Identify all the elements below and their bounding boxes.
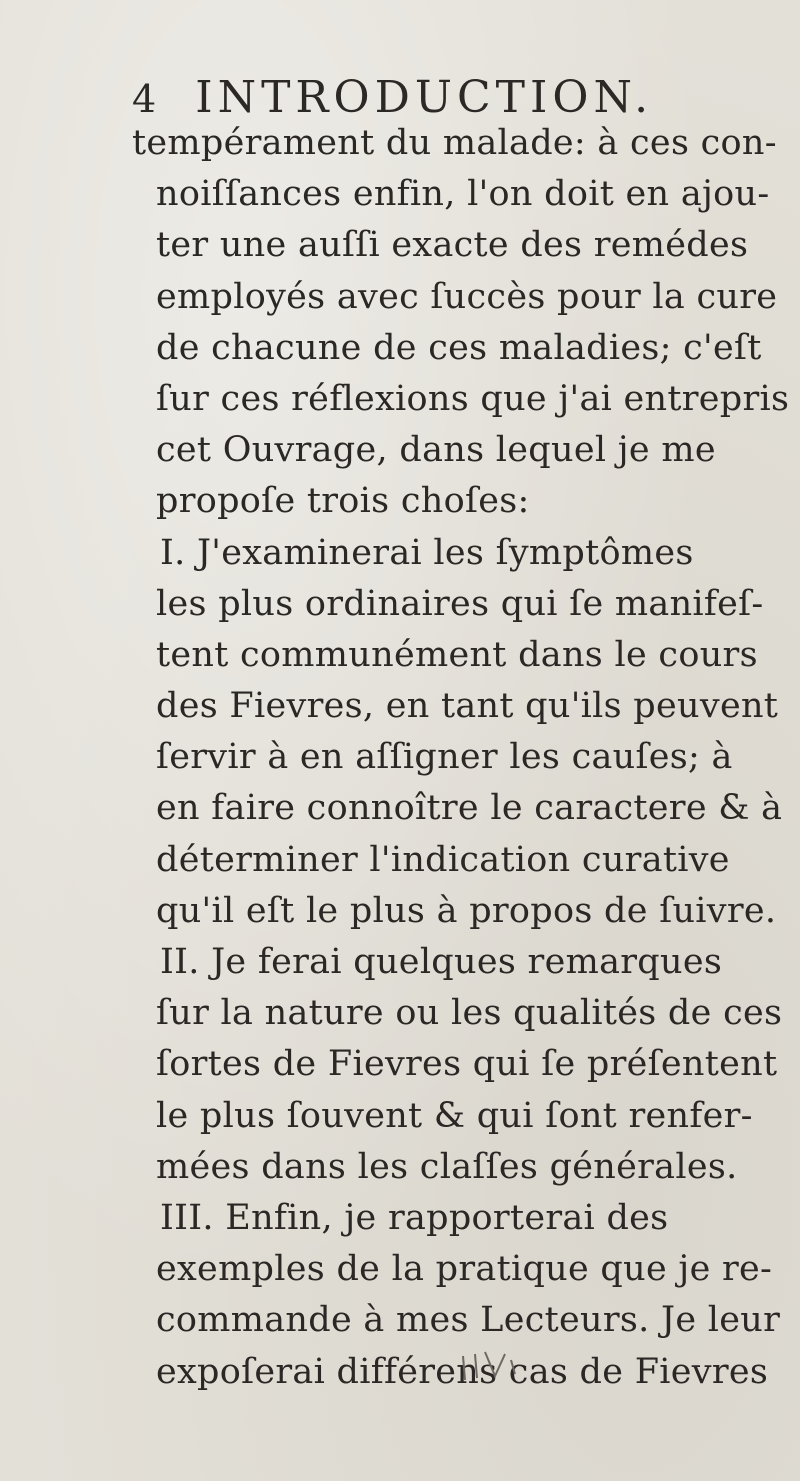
body-text (128, 118, 790, 1398)
text-line: ſervir à en aſſigner les cauſes; à (156, 737, 733, 778)
text-line: commande à mes Lecteurs. Je leur (156, 1300, 781, 1341)
text-line: ſur ces réflexions que j'ai entrepris (156, 378, 790, 419)
text-line: II. Je ferai quelques remarques (160, 942, 723, 982)
text-line: cet Ouvrage, dans lequel je me (156, 430, 716, 471)
text-line: tempérament du malade: à ces con- (132, 123, 777, 163)
text-line: mées dans les claſſes générales. (156, 1146, 738, 1187)
ink-bleed-marks (455, 1350, 525, 1390)
text-line: en faire connoître le caractere & à (156, 788, 783, 829)
text-line: III. Enfin, je rapporterai des (160, 1197, 669, 1238)
page-number: 4 (132, 77, 158, 121)
text-line: noiſſances enfin, l'on doit en ajou- (156, 174, 770, 215)
running-head: INTRODUCTION. (195, 72, 654, 123)
text-line: le plus ſouvent & qui ſont renfer- (156, 1095, 753, 1136)
text-line: expoſerai différens cas de Fievres (156, 1351, 769, 1392)
text-line: tent communément dans le cours (156, 634, 758, 675)
text-line: I. J'examinerai les ſymptômes (160, 532, 694, 573)
text-line: propoſe trois choſes: (156, 481, 530, 522)
text-line: employés avec ſuccès pour la cure (156, 276, 778, 317)
text-line: de chacune de ces maladies; c'eſt (156, 327, 762, 368)
text-line: des Fievres, en tant qu'ils peuvent (156, 686, 779, 727)
text-line: ſortes de Fievres qui ſe préſentent (156, 1044, 778, 1085)
text-line: ter une auſſi exacte des remédes (156, 225, 749, 266)
text-line: déterminer l'indication curative (156, 839, 730, 880)
text-line: ſur la nature ou les qualités de ces (156, 993, 783, 1034)
text-line: qu'il eſt le plus à propos de ſuivre. (156, 890, 777, 931)
text-line: exemples de la pratique que je re- (156, 1249, 773, 1290)
text-line: les plus ordinaires qui ſe manifeſ- (156, 583, 764, 624)
